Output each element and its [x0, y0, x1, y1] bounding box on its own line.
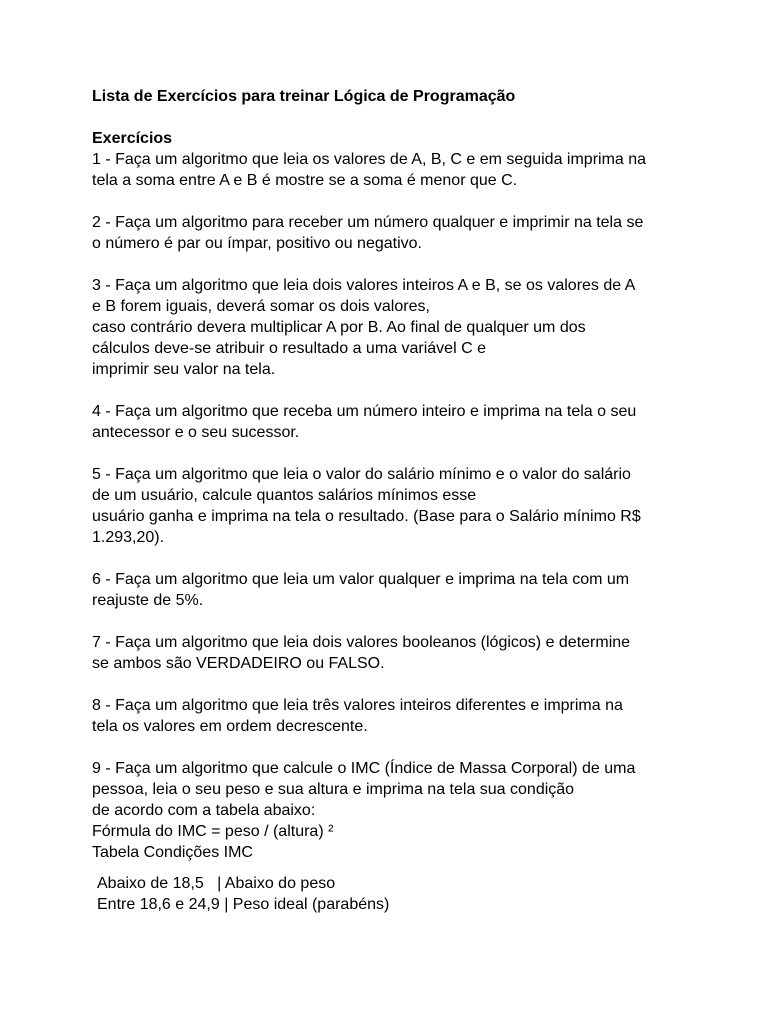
exercise-line: reajuste de 5%. [92, 592, 204, 609]
exercise-4 [92, 401, 692, 443]
exercise-3 [92, 275, 692, 380]
exercise-line: 8 - Faça um algoritmo que leia três valores inteiros diferentes e imprima na [92, 697, 623, 714]
exercise-line: 7 - Faça um algoritmo que leia dois valores booleanos (lógicos) e determine [92, 634, 631, 651]
imc-table-heading: Tabela Condições IMC [92, 844, 253, 861]
exercise-9 [92, 758, 692, 863]
exercise-line: e B forem iguais, deverá somar os dois valores, [92, 298, 430, 315]
exercise-line: caso contrário devera multiplicar A por B. Ao final de qualquer um dos [92, 319, 586, 336]
exercise-line: antecessor e o seu sucessor. [92, 424, 300, 441]
exercise-1 [92, 149, 692, 191]
exercise-line: 1.293,20). [92, 529, 165, 546]
imc-table [92, 873, 692, 915]
exercise-line: 4 - Faça um algoritmo que receba um número inteiro e imprima na tela o seu [92, 403, 637, 420]
exercise-line: usuário ganha e imprima na tela o resultado. (Base para o Salário mínimo R$ [92, 508, 641, 525]
imc-table-row: Entre 18,6 e 24,9 | Peso ideal (parabéns) [97, 896, 390, 913]
exercise-line: o número é par ou ímpar, positivo ou negativo. [92, 235, 422, 252]
exercise-line: 6 - Faça um algoritmo que leia um valor qualquer e imprima na tela com um [92, 571, 630, 588]
exercise-line: de um usuário, calcule quantos salários mínimos esse [92, 487, 477, 504]
imc-table-row: Abaixo de 18,5 | Abaixo do peso [97, 875, 336, 892]
exercise-line: 9 - Faça um algoritmo que calcule o IMC (Índice de Massa Corporal) de uma [92, 760, 636, 777]
document-title: Lista de Exercícios para treinar Lógica de Programação [92, 88, 516, 105]
exercise-line: de acordo com a tabela abaixo: [92, 802, 316, 819]
exercise-line: 5 - Faça um algoritmo que leia o valor do salário mínimo e o valor do salário [92, 466, 631, 483]
exercise-line: 2 - Faça um algoritmo para receber um número qualquer e imprimir na tela se [92, 214, 644, 231]
exercise-5 [92, 464, 692, 548]
exercise-8 [92, 695, 692, 737]
exercise-line: tela a soma entre A e B é mostre se a soma é menor que C. [92, 172, 518, 189]
document-content [92, 86, 692, 915]
exercise-line: cálculos deve-se atribuir o resultado a uma variável C e [92, 340, 486, 357]
exercise-7 [92, 632, 692, 674]
exercise-line: 1 - Faça um algoritmo que leia os valores de A, B, C e em seguida imprima na [92, 151, 647, 168]
exercise-2 [92, 212, 692, 254]
exercise-line: se ambos são VERDADEIRO ou FALSO. [92, 655, 385, 672]
exercise-6 [92, 569, 692, 611]
imc-formula: Fórmula do IMC = peso / (altura) ² [92, 823, 334, 840]
exercise-line: pessoa, leia o seu peso e sua altura e imprima na tela sua condição [92, 781, 575, 798]
exercise-line: imprimir seu valor na tela. [92, 361, 276, 378]
section-heading-exercicios: Exercícios [92, 130, 173, 147]
exercise-line: tela os valores em ordem decrescente. [92, 718, 368, 735]
exercise-line: 3 - Faça um algoritmo que leia dois valores inteiros A e B, se os valores de A [92, 277, 636, 294]
